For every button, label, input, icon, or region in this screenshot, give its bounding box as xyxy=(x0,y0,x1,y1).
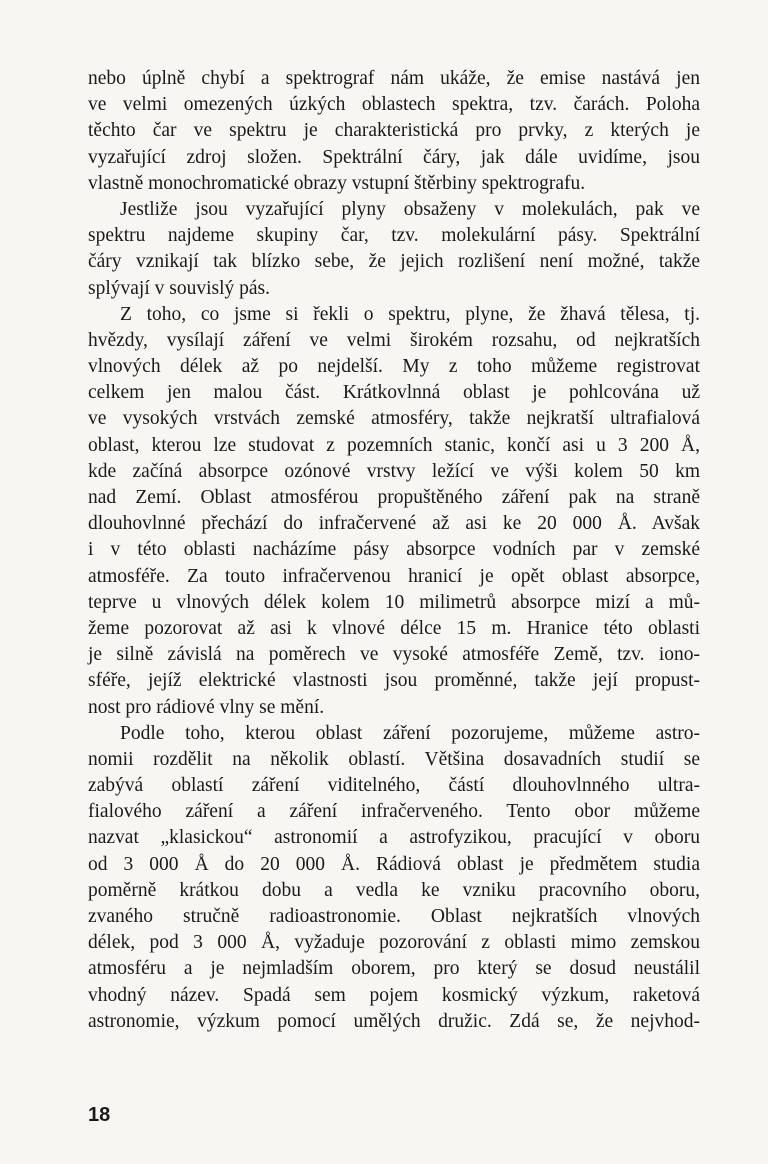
text-line: celkem jen malou část. Krátkovlnná oblast je pohlcována už xyxy=(88,382,700,404)
text-line: nad Zemí. Oblast atmosférou propuštěného záření pak na straně xyxy=(88,487,700,508)
text-line: sféře, jejíž elektrické vlastnosti jsou proměnné, takže její propust- xyxy=(88,670,700,692)
text-line: astronomie, výzkum pomocí umělých družic. Zdá se, že nejvhod- xyxy=(88,1010,700,1032)
page-number: 18 xyxy=(88,1104,111,1126)
body-text xyxy=(88,66,700,1035)
text-line: oblast, kterou lze studovat z pozemních stanic, končí asi u 3 200 Å, xyxy=(88,434,700,456)
text-line: i v této oblasti nacházíme pásy absorpce vodních par v zemské xyxy=(88,539,700,561)
text-line: žeme pozorovat až asi k vlnové délce 15 m. Hranice této oblasti xyxy=(88,617,700,639)
paragraph xyxy=(88,66,700,197)
text-line: je silně závislá na poměrech ve vysoké atmosféře Země, tzv. iono- xyxy=(88,644,700,666)
text-line: zvaného stručně radioastronomie. Oblast nejkratších vlnových xyxy=(88,906,700,927)
text-line: nomii rozdělit na několik oblastí. Většina dosavadních studií se xyxy=(88,748,700,770)
text-line: od 3 000 Å do 20 000 Å. Rádiová oblast je předmětem studia xyxy=(88,853,700,875)
text-line: těchto čar ve spektru je charakteristická pro prvky, z kterých je xyxy=(88,120,700,142)
text-line: vyzařující zdroj složen. Spektrální čáry, jak dále uvidíme, jsou xyxy=(88,146,700,168)
text-line: zabývá oblastí záření viditelného, částí dlouhovlnného ultra- xyxy=(88,775,700,797)
text-line: Jestliže jsou vyzařující plyny obsaženy v molekulách, pak ve xyxy=(120,198,700,220)
text-line: ve vysokých vrstvách zemské atmosféry, takže nejkratší ultrafialová xyxy=(88,408,700,430)
text-line: nost pro rádiové vlny se mění. xyxy=(88,696,325,718)
text-line: hvězdy, vysílají záření ve velmi širokém rozsahu, od nejkratších xyxy=(88,329,700,351)
text-line: délek, pod 3 000 Å, vyžaduje pozorování z oblasti mimo zemskou xyxy=(88,932,700,954)
text-line: atmosféru a je nejmladším oborem, pro který se dosud neustálil xyxy=(88,958,700,980)
text-line: Podle toho, kterou oblast záření pozorujeme, můžeme astro- xyxy=(120,722,700,744)
text-line: vhodný název. Spadá sem pojem kosmický výzkum, raketová xyxy=(88,984,700,1006)
text-line: dlouhovlnné přechází do infračervené až asi ke 20 000 Å. Avšak xyxy=(88,513,700,535)
text-line: poměrně krátkou dobu a vedla ke vzniku pracovního oboru, xyxy=(88,879,700,901)
text-line: spektru najdeme skupiny čar, tzv. molekulární pásy. Spektrální xyxy=(88,225,700,247)
text-line: čáry vznikají tak blízko sebe, že jejich rozlišení není možné, takže xyxy=(88,251,700,273)
text-line: vlastně monochromatické obrazy vstupní štěrbiny spektrografu. xyxy=(88,172,586,194)
paragraph xyxy=(88,197,700,302)
text-line: Z toho, co jsme si řekli o spektru, plyne, že žhavá tělesa, tj. xyxy=(120,303,700,325)
text-line: vlnových délek až po nejdelší. My z toho můžeme registrovat xyxy=(88,356,700,378)
paragraph xyxy=(88,721,700,1035)
text-line: kde začíná absorpce ozónové vrstvy ležící ve výši kolem 50 km xyxy=(88,460,700,482)
text-line: fialového záření a záření infračerveného. Tento obor můžeme xyxy=(88,801,700,823)
text-line: splývají v souvislý pás. xyxy=(88,277,271,299)
text-line: nebo úplně chybí a spektrograf nám ukáže, že emise nastává jen xyxy=(88,68,700,89)
text-line: atmosféře. Za touto infračervenou hranicí je opět oblast absorpce, xyxy=(88,565,700,587)
text-line: ve velmi omezených úzkých oblastech spektra, tzv. čarách. Poloha xyxy=(88,94,700,116)
paragraph xyxy=(88,302,700,721)
text-line: teprve u vlnových délek kolem 10 milimetrů absorpce mizí a mů- xyxy=(88,591,700,613)
text-line: nazvat „klasickou“ astronomií a astrofyzikou, pracující v oboru xyxy=(88,827,700,849)
